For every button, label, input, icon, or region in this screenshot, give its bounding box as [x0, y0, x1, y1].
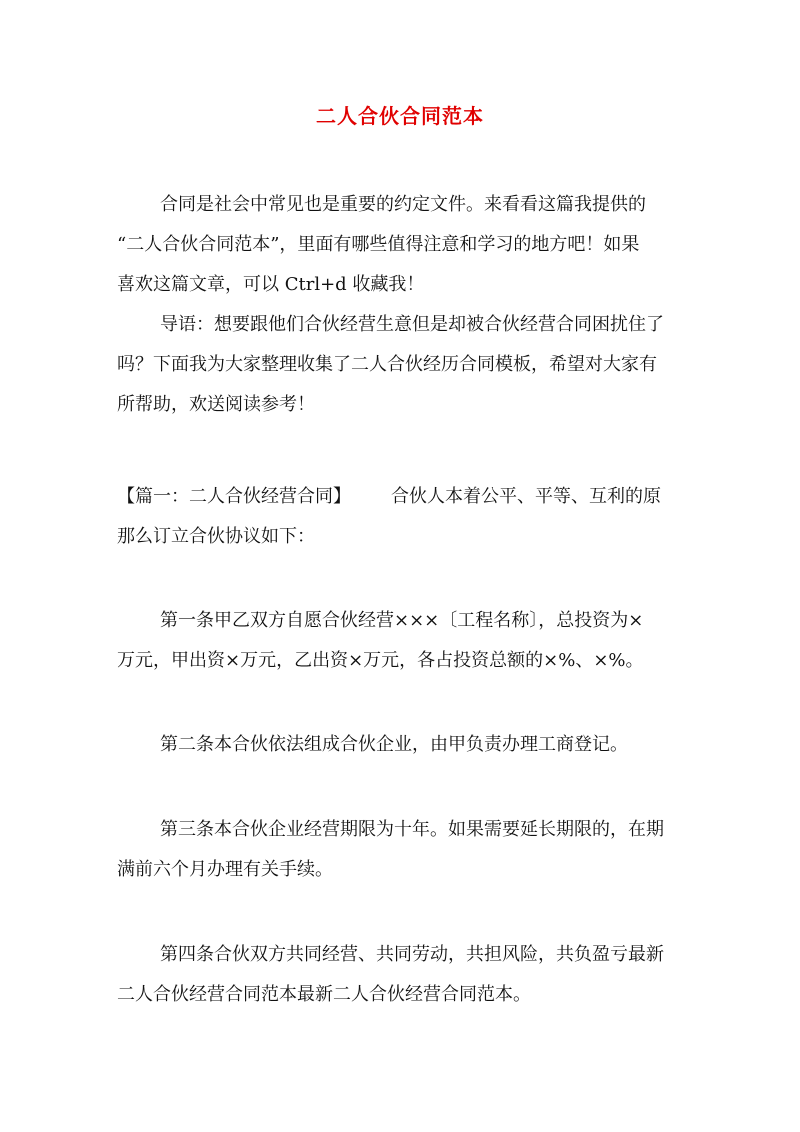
section-line-1-rest: 合伙人本着公平、平等、互利的原	[391, 486, 661, 507]
intro-paragraph	[117, 185, 687, 305]
guide-line-2: 吗？下面我为大家整理收集了二人合伙经历合同模板，希望对大家有	[117, 354, 657, 375]
article-2	[117, 725, 687, 765]
article-3-line-1: 第三条本合伙企业经营期限为十年。如果需要延长期限的，在期	[160, 819, 664, 840]
article-1	[117, 601, 687, 681]
article-4	[117, 935, 687, 1015]
article-4-line-1: 第四条合伙双方共同经营、共同劳动，共担风险，共负盈亏最新	[160, 944, 664, 965]
intro-line-1: 合同是社会中常见也是重要的约定文件。来看看这篇我提供的	[160, 194, 646, 215]
intro-line-2: “二人合伙合同范本”，里面有哪些值得注意和学习的地方吧！如果	[117, 234, 640, 255]
intro-line-3: 喜欢这篇文章，可以 Ctrl+d 收藏我！	[117, 274, 425, 295]
article-4-line-2: 二人合伙经营合同范本最新二人合伙经营合同范本。	[117, 984, 531, 1005]
guide-line-1: 导语：想要跟他们合伙经营生意但是却被合伙经营合同困扰住了	[160, 314, 664, 335]
section-heading: 【篇一：二人合伙经营合同】	[117, 486, 351, 507]
document-title: 二人合伙合同范本	[316, 104, 484, 128]
section-line-1	[117, 477, 687, 517]
section-paragraph	[117, 477, 687, 557]
section-line-2: 那么订立合伙协议如下：	[117, 526, 315, 547]
guide-line-3: 所帮助，欢送阅读参考！	[117, 394, 315, 415]
article-3-line-2: 满前六个月办理有关手续。	[117, 859, 333, 880]
article-1-line-1: 第一条甲乙双方自愿合伙经营×××〔工程名称〕，总投资为×	[160, 610, 644, 631]
article-1-line-2: 万元，甲出资×万元，乙出资×万元，各占投资总额的×%、×%。	[117, 650, 644, 671]
article-3	[117, 810, 687, 890]
article-2-line-1: 第二条本合伙依法组成合伙企业，由甲负责办理工商登记。	[160, 734, 628, 755]
guide-paragraph	[117, 305, 687, 425]
